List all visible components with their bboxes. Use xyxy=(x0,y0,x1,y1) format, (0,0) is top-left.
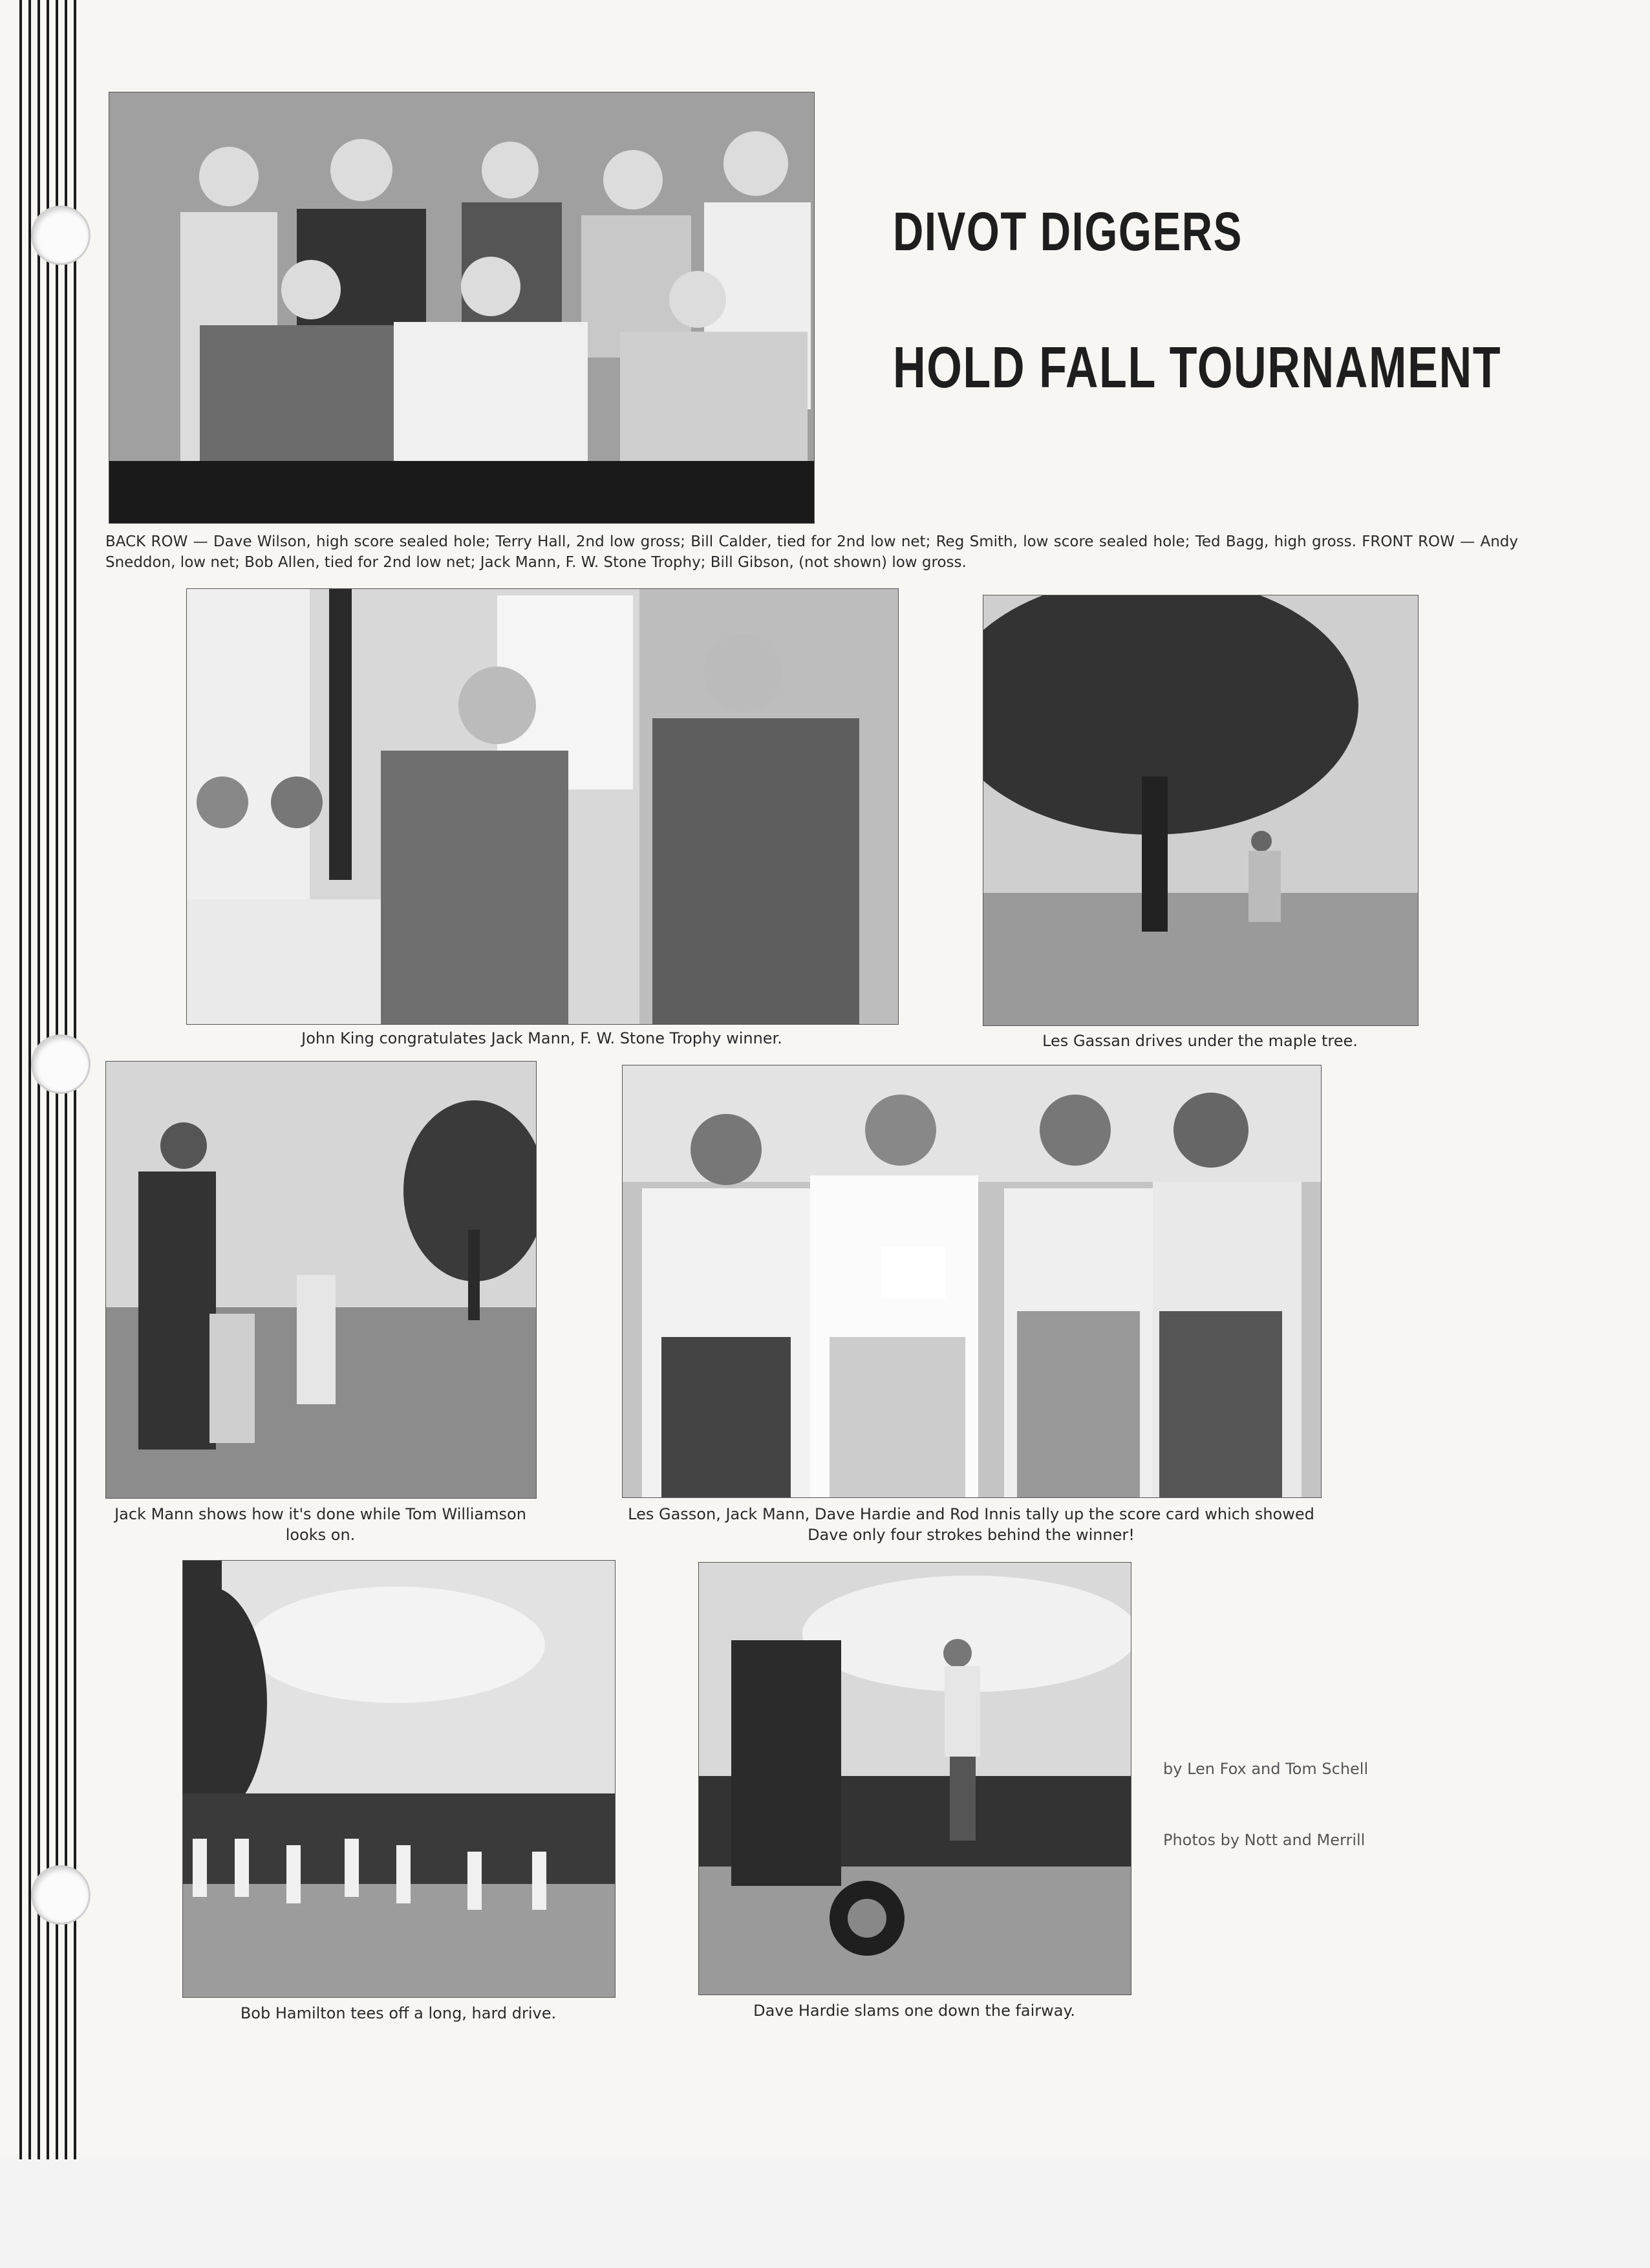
photos-credit: Photos by Nott and Merrill xyxy=(1163,1831,1366,1849)
shows-how-caption: Jack Mann shows how it's done while Tom Williamson looks on. xyxy=(114,1505,526,1544)
handshake-caption: John King congratulates Jack Mann, F. W. Stone Trophy winner. xyxy=(301,1029,782,1047)
maple-tree-photo xyxy=(983,595,1419,1026)
scan-background xyxy=(0,2159,1650,2268)
handshake-photo xyxy=(186,588,899,1025)
punch-hole-middle xyxy=(31,1034,91,1094)
authors-credit: by Len Fox and Tom Schell xyxy=(1163,1760,1369,1778)
scorecard-photo xyxy=(622,1065,1322,1498)
punch-hole-bottom xyxy=(31,1865,91,1925)
tees-off-caption: Bob Hamilton tees off a long, hard drive. xyxy=(240,2004,557,2022)
headline-line1: DIVOT DIGGERS xyxy=(893,201,1243,262)
punch-hole-top xyxy=(31,206,91,265)
headline-line2: HOLD FALL TOURNAMENT xyxy=(893,336,1502,400)
group-photo-caption: BACK ROW — Dave Wilson, high score sealed hole; Terry Hall, 2nd low gross; Bill Calder, tied for 2nd low net; Reg Smith, low score sealed hole; Ted Bagg, high gross. FRONT ROW — Andy Sneddon, low net; Bob Allen, tied for 2nd low net; Jack Mann, F. W. Stone Trophy; Bill Gibson, (not shown) low gross. xyxy=(105,533,1518,571)
shows-how-photo xyxy=(105,1061,537,1499)
group-photo xyxy=(109,92,815,524)
scorecard-caption: Les Gasson, Jack Mann, Dave Hardie and Rod Innis tally up the score card which showed Dave only four strokes behind the winner! xyxy=(628,1505,1314,1544)
slams-photo xyxy=(698,1562,1131,1995)
tees-off-photo xyxy=(182,1560,616,1998)
maple-tree-caption: Les Gassan drives under the maple tree. xyxy=(1042,1032,1358,1050)
slams-caption: Dave Hardie slams one down the fairway. xyxy=(753,2002,1075,2020)
